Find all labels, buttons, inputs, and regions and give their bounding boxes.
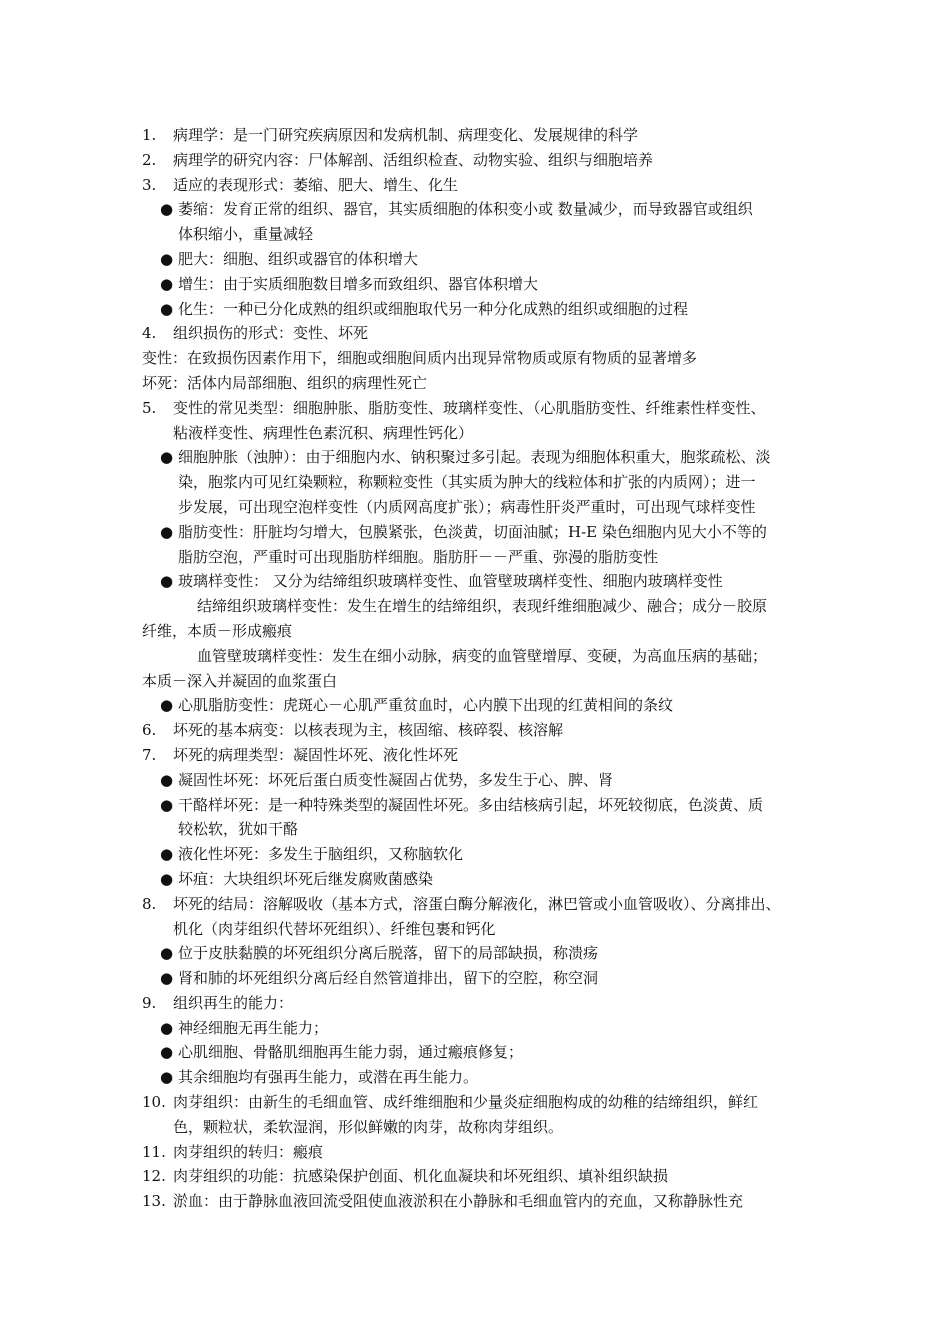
numbered-item: [142, 1189, 822, 1214]
bullet-icon: ●: [160, 1068, 174, 1087]
bullet-text: 萎缩：发育正常的组织、器官，其实质细胞的体积变小或 数量减少，而导致器官或组织: [178, 200, 753, 219]
item-text: 肉芽组织的转归：瘢痕: [173, 1142, 324, 1161]
item-text: 适应的表现形式：萎缩、肥大、增生、化生: [173, 175, 459, 194]
item-text: 淤血：由于静脉血液回流受阻使血液淤积在小静脉和毛细血管内的充血，又称静脉性充: [173, 1192, 744, 1211]
item-number: 6.: [142, 721, 157, 740]
bullet-icon: ●: [160, 770, 174, 789]
item-number: 12.: [142, 1167, 166, 1186]
bullet-item: [142, 1016, 822, 1041]
line-text: 色，颗粒状，柔软湿润，形似鲜嫩的肉芽，故称肉芽组织。: [173, 1117, 564, 1136]
text-line: [142, 222, 822, 247]
bullet-item: [142, 297, 822, 322]
line-text: 坏死：活体内局部细胞、组织的病理性死亡: [142, 373, 428, 392]
item-number: 8.: [142, 894, 157, 913]
bullet-item: [142, 867, 822, 892]
bullet-text: 凝固性坏死：坏死后蛋白质变性凝固占优势，多发生于心、脾、肾: [178, 770, 614, 789]
bullet-item: [142, 966, 822, 991]
bullet-icon: ●: [160, 249, 174, 268]
bullet-text: 心肌脂肪变性：虎斑心－心肌严重贫血时，心内膜下出现的红黄相间的条纹: [178, 696, 674, 715]
bullet-icon: ●: [160, 1043, 174, 1062]
bullet-text: 位于皮肤黏膜的坏死组织分离后脱落，留下的局部缺损，称溃疡: [178, 944, 599, 963]
item-text: 肉芽组织的功能：抗感染保护创面、机化血凝块和坏死组织、填补组织缺损: [173, 1167, 669, 1186]
bullet-icon: ●: [160, 299, 174, 318]
item-text: 组织再生的能力：: [173, 993, 294, 1012]
numbered-item: [142, 1164, 822, 1189]
line-text: 血管壁玻璃样变性：发生在细小动脉，病变的血管壁增厚、变硬，为高血压病的基础；: [197, 646, 768, 665]
text-line: [142, 917, 822, 942]
bullet-text: 液化性坏死：多发生于脑组织，又称脑软化: [178, 845, 464, 864]
line-text: 结缔组织玻璃样变性：发生在增生的结缔组织，表现纤维细胞减少、融合；成分－胶原: [197, 597, 768, 616]
line-text: 机化（肉芽组织代替坏死组织）、纤维包裹和钙化: [173, 919, 496, 938]
item-number: 9.: [142, 993, 157, 1012]
bullet-item: [142, 569, 822, 594]
item-text: 组织损伤的形式：变性、坏死: [173, 324, 369, 343]
bullet-text: 坏疽：大块组织坏死后继发腐败菌感染: [178, 869, 434, 888]
numbered-item: [142, 173, 822, 198]
line-text: 较松软，犹如干酪: [178, 820, 299, 839]
line-text: 变性：在致损伤因素作用下，细胞或细胞间质内出现异常物质或原有物质的显著增多: [142, 349, 698, 368]
bullet-item: [142, 272, 822, 297]
bullet-icon: ●: [160, 448, 174, 467]
bullet-icon: ●: [160, 274, 174, 293]
bullet-item: [142, 842, 822, 867]
bullet-item: [142, 1065, 822, 1090]
bullet-icon: ●: [160, 696, 174, 715]
bullet-text: 化生：一种已分化成熟的组织或细胞取代另一种分化成熟的组织或细胞的过程: [178, 299, 689, 318]
item-text: 坏死的结局：溶解吸收（基本方式，溶蛋白酶分解液化，淋巴管或小血管吸收）、分离排出、: [173, 894, 781, 913]
line-text: 步发展，可出现空泡样变性（内质网高度扩张）；病毒性肝炎严重时，可出现气球样变性: [178, 497, 756, 516]
bullet-icon: ●: [160, 522, 174, 541]
text-line: [142, 371, 822, 396]
text-line: [142, 421, 822, 446]
bullet-icon: ●: [160, 1018, 174, 1037]
item-number: 13.: [142, 1192, 166, 1211]
line-text: 体积缩小，重量减轻: [178, 225, 314, 244]
bullet-text: 干酪样坏死：是一种特殊类型的凝固性坏死。多由结核病引起，坏死较彻底，色淡黄、质: [178, 795, 764, 814]
item-number: 3.: [142, 175, 157, 194]
item-text: 变性的常见类型：细胞肿胀、脂肪变性、玻璃样变性、（心肌脂肪变性、纤维素性样变性、: [173, 398, 766, 417]
numbered-item: [142, 743, 822, 768]
bullet-icon: ●: [160, 572, 174, 591]
bullet-icon: ●: [160, 944, 174, 963]
text-line: [142, 545, 822, 570]
item-number: 4.: [142, 324, 157, 343]
line-text: 粘液样变性、病理性色素沉积、病理性钙化）: [173, 423, 474, 442]
item-text: 病理学的研究内容：尸体解剖、活组织检查、动物实验、组织与细胞培养: [173, 150, 654, 169]
numbered-item: [142, 991, 822, 1016]
line-text: 纤维，本质－形成瘢痕: [142, 621, 293, 640]
bullet-text: 心肌细胞、骨骼肌细胞再生能力弱，通过瘢痕修复；: [178, 1043, 524, 1062]
item-text: 坏死的基本病变：以核表现为主，核固缩、核碎裂、核溶解: [173, 721, 564, 740]
bullet-icon: ●: [160, 845, 174, 864]
line-text: 脂肪空泡，严重时可出现脂肪样细胞。脂肪肝－－严重、弥漫的脂肪变性: [178, 547, 659, 566]
bullet-item: [142, 247, 822, 272]
bullet-item: [142, 197, 822, 222]
bullet-text: 脂肪变性：肝脏均匀增大，包膜紧张，色淡黄，切面油腻；H-E 染色细胞内见大小不等的: [178, 522, 767, 541]
text-line: [142, 594, 822, 619]
numbered-item: [142, 148, 822, 173]
item-number: 7.: [142, 745, 157, 764]
text-line: [142, 346, 822, 371]
bullet-icon: ●: [160, 200, 174, 219]
text-line: [142, 1115, 822, 1140]
bullet-text: 肾和肺的坏死组织分离后经自然管道排出，留下的空腔，称空洞: [178, 969, 599, 988]
numbered-item: [142, 1140, 822, 1165]
bullet-text: 神经细胞无再生能力；: [178, 1018, 329, 1037]
text-line: [142, 644, 822, 669]
bullet-item: [142, 941, 822, 966]
bullet-item: [142, 445, 822, 470]
bullet-text: 其余细胞均有强再生能力，或潜在再生能力。: [178, 1068, 479, 1087]
bullet-item: [142, 793, 822, 818]
bullet-text: 增生：由于实质细胞数目增多而致组织、器官体积增大: [178, 274, 539, 293]
bullet-icon: ●: [160, 869, 174, 888]
bullet-item: [142, 768, 822, 793]
item-text: 坏死的病理类型：凝固性坏死、液化性坏死: [173, 745, 459, 764]
item-text: 病理学：是一门研究疾病原因和发病机制、病理变化、发展规律的科学: [173, 126, 639, 144]
text-line: [142, 495, 822, 520]
text-line: [142, 817, 822, 842]
numbered-item: [142, 396, 822, 421]
text-line: [142, 619, 822, 644]
line-text: 染，胞浆内可见红染颗粒，称颗粒变性（其实质为肿大的线粒体和扩张的内质网）；进一: [178, 473, 756, 492]
bullet-item: [142, 520, 822, 545]
numbered-item: [142, 718, 822, 743]
numbered-item: [142, 123, 822, 148]
document-body: [142, 123, 822, 1214]
bullet-icon: ●: [160, 969, 174, 988]
bullet-text: 玻璃样变性： 又分为结缔组织玻璃样变性、血管壁玻璃样变性、细胞内玻璃样变性: [178, 572, 723, 591]
item-number: 2.: [142, 150, 157, 169]
text-line: [142, 470, 822, 495]
bullet-icon: ●: [160, 795, 174, 814]
bullet-text: 肥大：细胞、组织或器官的体积增大: [178, 249, 419, 268]
bullet-item: [142, 693, 822, 718]
item-text: 肉芽组织：由新生的毛细血管、成纤维细胞和少量炎症细胞构成的幼稚的结缔组织，鲜红: [173, 1093, 759, 1112]
bullet-text: 细胞肿胀（浊肿）：由于细胞内水、钠积聚过多引起。表现为细胞体积重大，胞浆疏松、淡: [178, 448, 771, 467]
item-number: 10.: [142, 1093, 166, 1112]
item-number: 11.: [142, 1142, 166, 1161]
text-line: [142, 669, 822, 694]
numbered-item: [142, 321, 822, 346]
line-text: 本质－深入并凝固的血浆蛋白: [142, 671, 338, 690]
numbered-item: [142, 892, 822, 917]
bullet-item: [142, 1040, 822, 1065]
item-number: 5.: [142, 398, 157, 417]
numbered-item: [142, 1090, 822, 1115]
item-number: 1.: [142, 126, 157, 144]
